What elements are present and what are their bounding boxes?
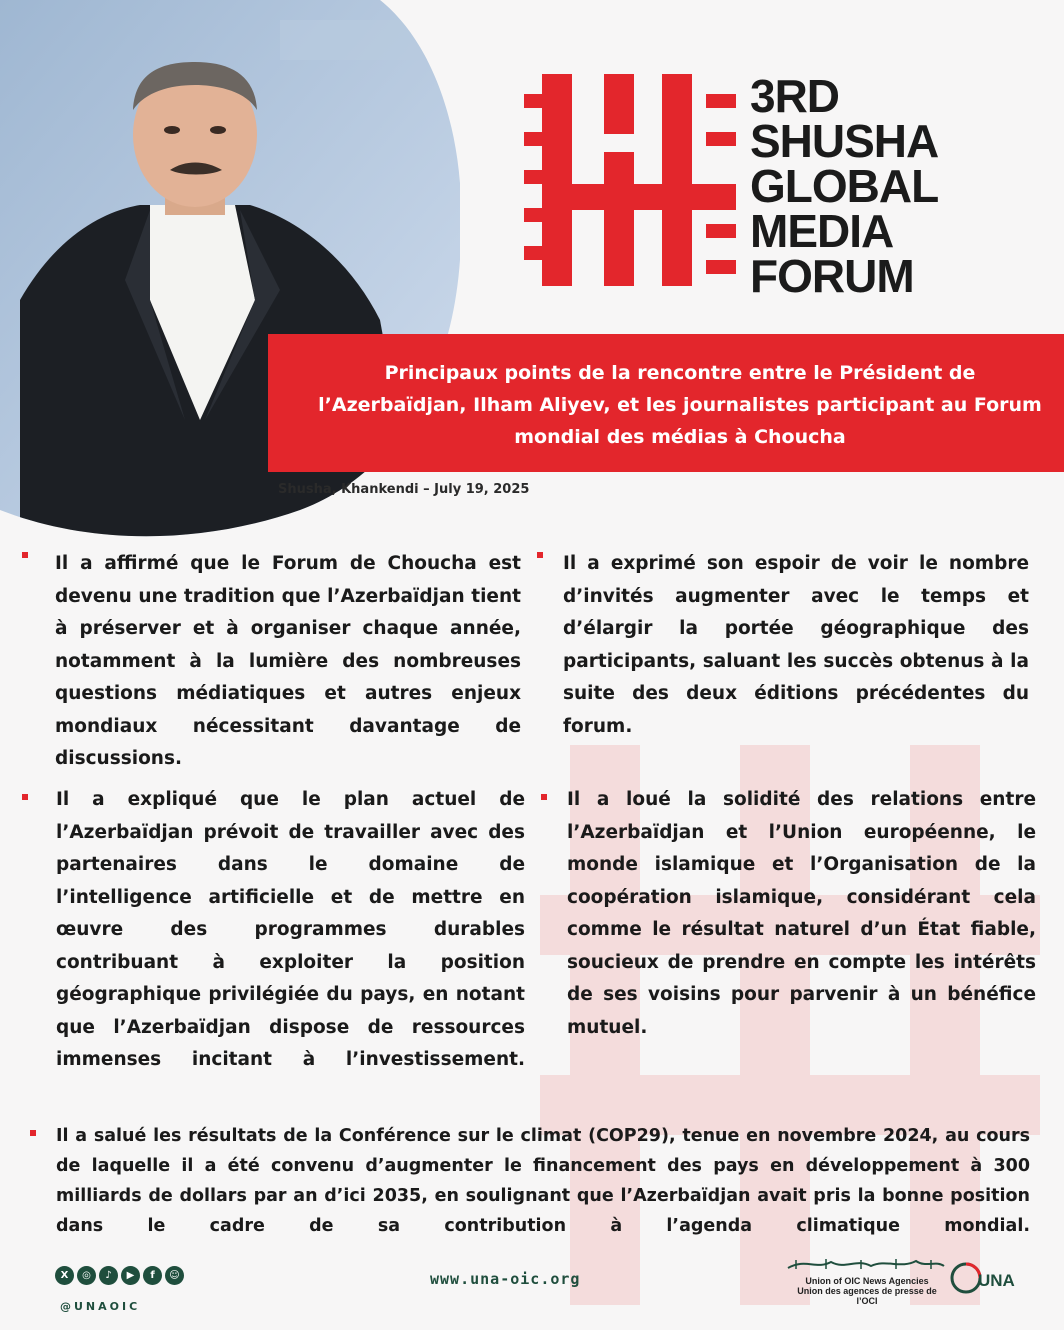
website-link[interactable]: www.una-oic.org: [430, 1270, 581, 1288]
snapchat-icon[interactable]: ☺: [165, 1266, 184, 1285]
tiktok-icon[interactable]: ♪: [99, 1266, 118, 1285]
forum-logo-text: [750, 70, 939, 302]
social-handle[interactable]: @UNAOIC: [60, 1300, 141, 1313]
bullet-marker: [22, 552, 28, 558]
page-title: Principaux points de la rencontre entre le Président de l’Azerbaïdjan, Ilham Aliyev, et les journalistes participant au Forum mondial des médias à Choucha: [318, 362, 1042, 448]
dateline: Shusha, Khankendi – July 19, 2025: [278, 482, 530, 497]
facebook-icon[interactable]: f: [143, 1266, 162, 1285]
logo-line: GLOBAL: [750, 160, 939, 212]
x-icon[interactable]: X: [55, 1266, 74, 1285]
youtube-icon[interactable]: ▶: [121, 1266, 140, 1285]
bullet-marker: [22, 794, 28, 800]
bullet-marker: [537, 552, 543, 558]
logo-line: MEDIA: [750, 205, 894, 257]
key-point: Il a loué la solidité des relations entre l’Azerbaïdjan et l’Union européenne, le monde islamique et l’Organisation de la coopération islamique, considérant cela comme le résultat naturel d’un État fiable, soucieux de prendre en compte les intérêts de ses voisins pour parvenir à un bénéfice mutuel.: [567, 789, 1036, 1038]
arabic-calligraphy-logo: [786, 1256, 946, 1272]
org-name-fr: Union des agences de presse de l’OCI: [797, 1286, 937, 1306]
forum-logo-icon: [524, 74, 736, 286]
logo-line: SHUSHA: [750, 115, 939, 167]
logo-line: FORUM: [750, 250, 914, 302]
org-name-en: Union of OIC News Agencies: [805, 1276, 929, 1286]
org-name: [786, 1276, 948, 1306]
una-logo-icon: [950, 1256, 1022, 1300]
key-point: Il a exprimé son espoir de voir le nombre d’invités augmenter avec le temps et d’élargir la portée géographique des participants, saluant les succès obtenus à la suite des deux éditions précédentes du forum.: [563, 553, 1029, 737]
social-links: [55, 1266, 184, 1285]
una-logo-text: UNA: [978, 1271, 1015, 1290]
instagram-icon[interactable]: ◎: [77, 1266, 96, 1285]
bullet-marker: [30, 1130, 36, 1136]
bullet-marker: [541, 794, 547, 800]
key-point: Il a affirmé que le Forum de Choucha est devenu une tradition que l’Azerbaïdjan tient à préserver et à organiser chaque année, notamment à la lumière des nombreuses questions médiatiques et autres enjeux mondiaux nécessitant davantage de discussions.: [55, 553, 521, 769]
key-point: Il a expliqué que le plan actuel de l’Azerbaïdjan prévoit de travailler avec des partenaires dans le domaine de l’intelligence artificielle et de mettre en œuvre des programmes durables contribuant à exploiter la position géographique privilégiée du pays, en notant que l’Azerbaïdjan dispose de ressources immenses incitant à l’investissement.: [56, 789, 525, 1070]
key-point: Il a salué les résultats de la Conférence sur le climat (COP29), tenue en novembre 2024, au cours de laquelle il a été convenu d’augmenter le financement des pays en développement à 300 milliards de dollars par an d’ici 2035, en soulignant que l’Azerbaïdjan avait pris la bonne position dans le cadre de sa contribution à l’agenda climatique mondial.: [56, 1126, 1030, 1236]
logo-line: 3RD: [750, 70, 840, 122]
